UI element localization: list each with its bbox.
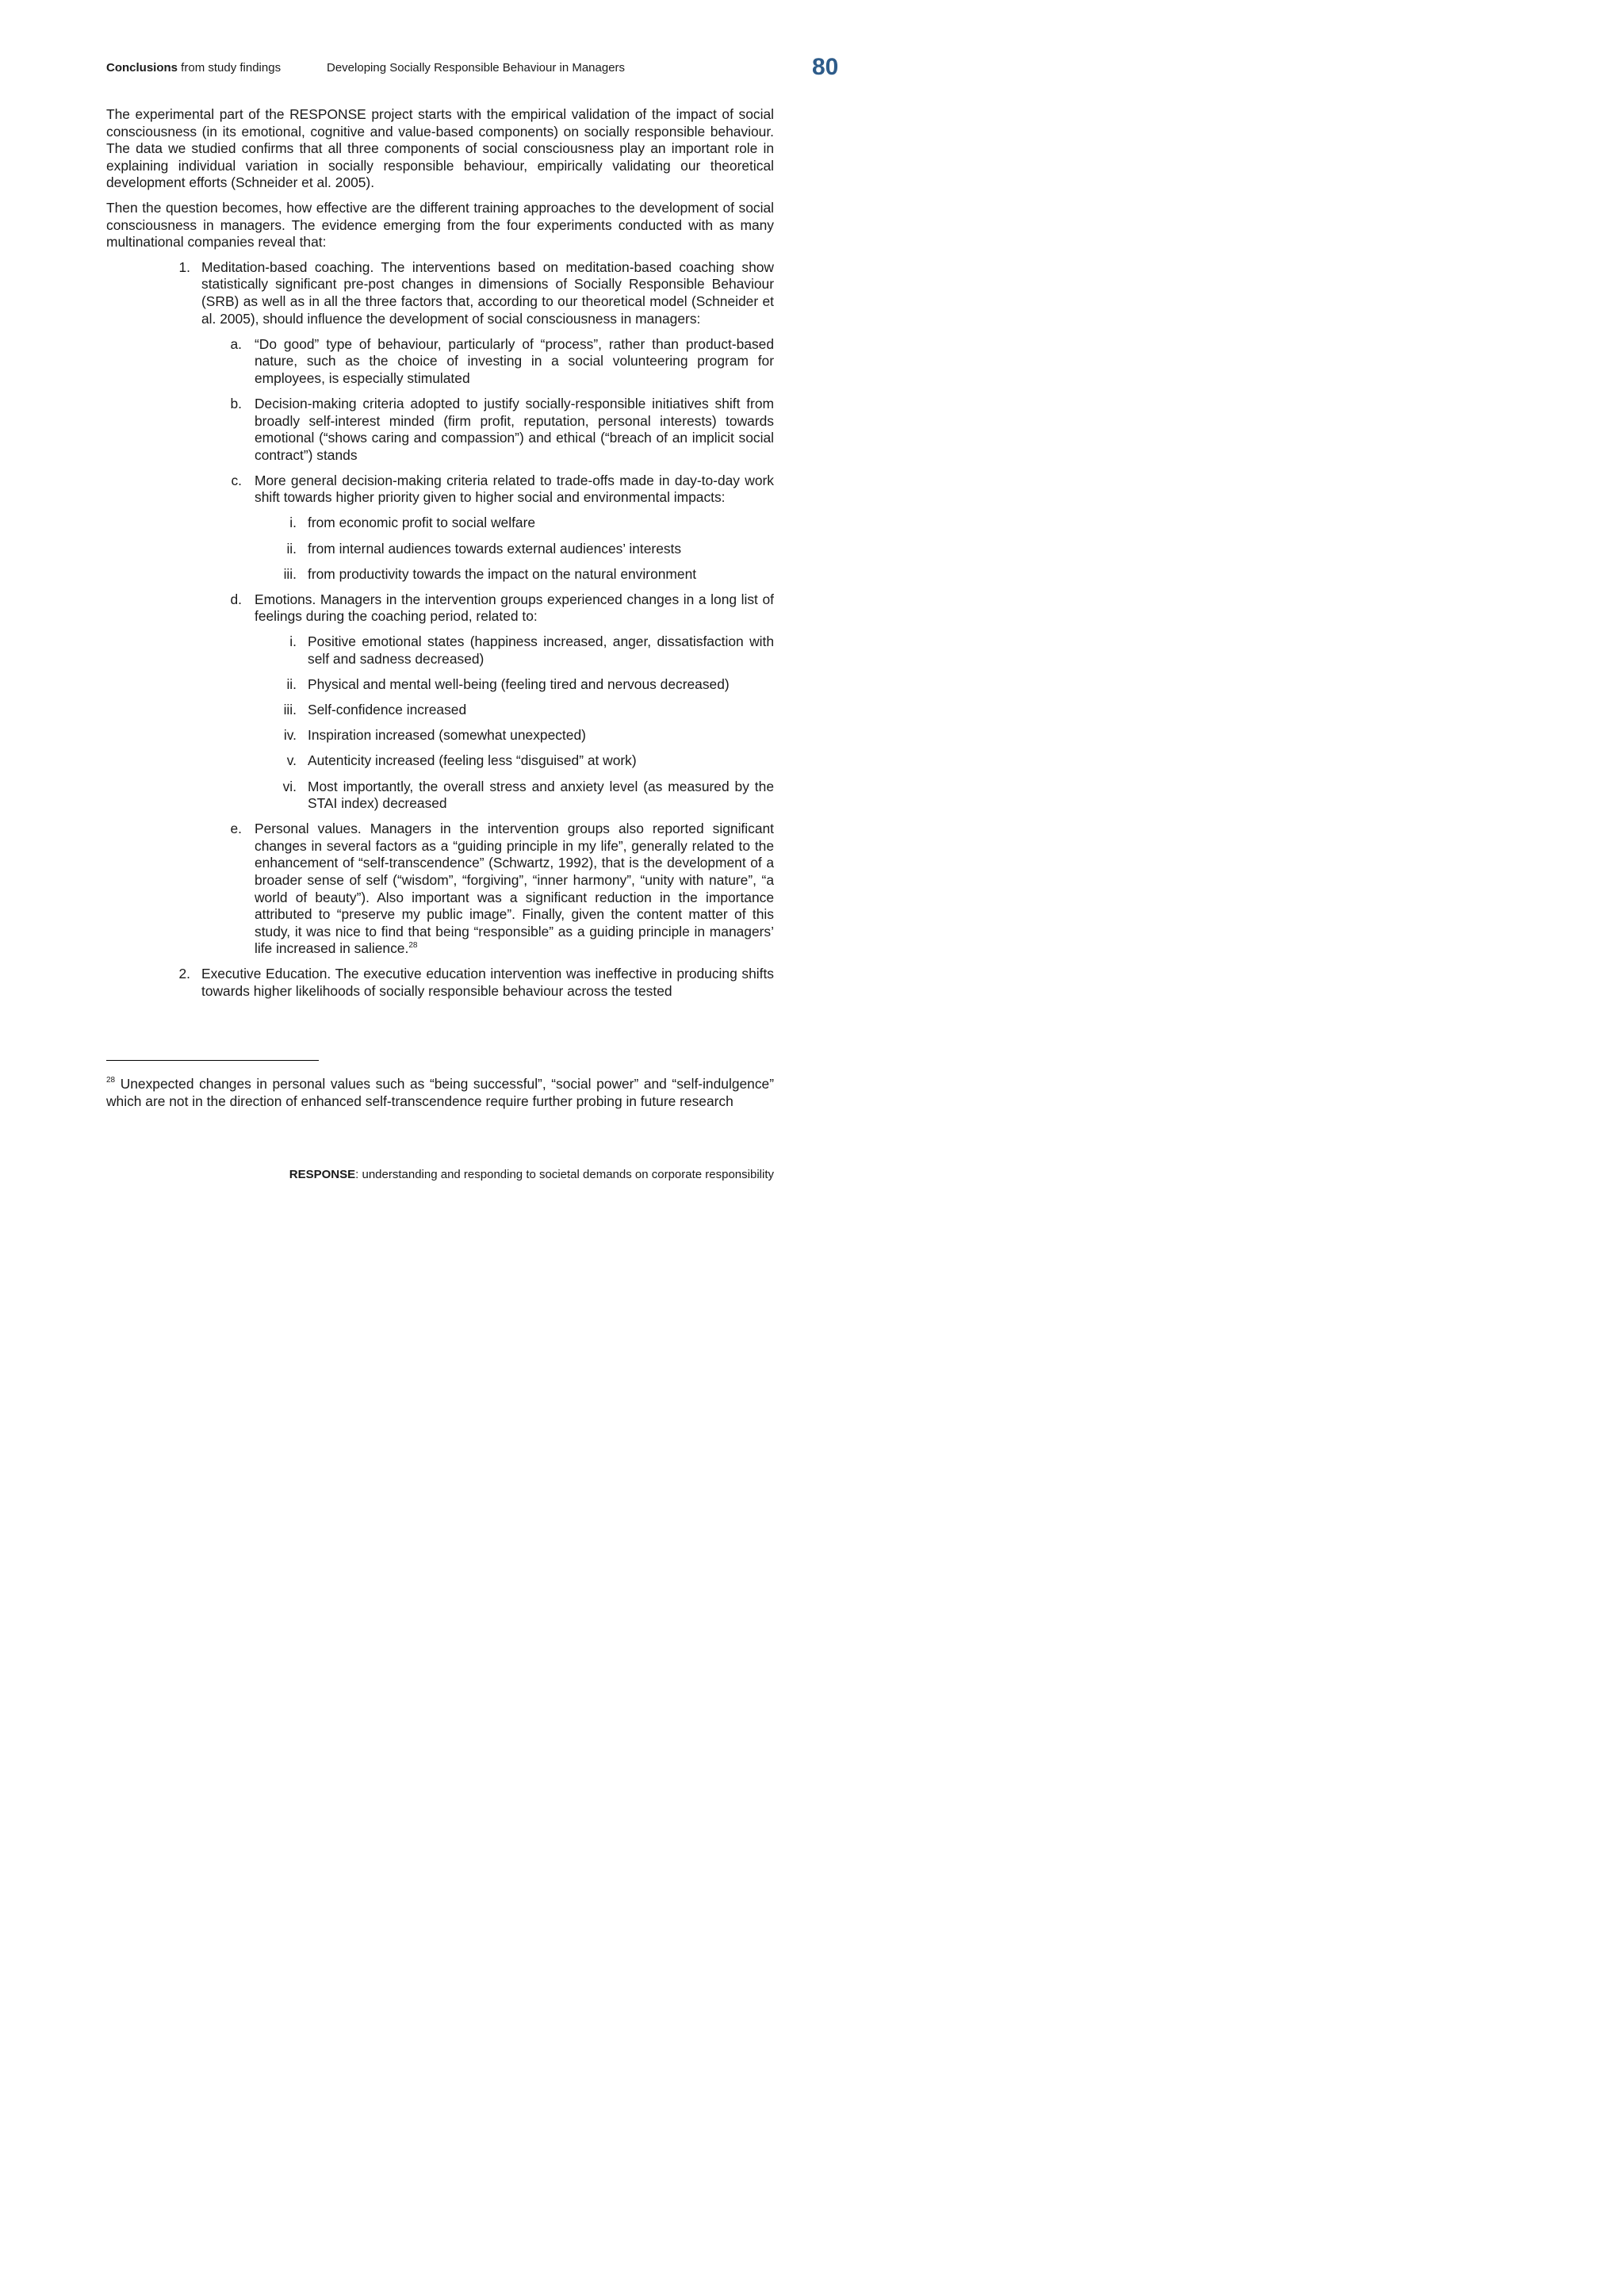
- list-item-1d-iii: [283, 702, 774, 719]
- list-item-text: Physical and mental well-being (feeling tired and nervous decreased): [308, 676, 730, 693]
- list-item-text: Autenticity increased (feeling less “disguised” at work): [308, 752, 637, 769]
- list-item-1d-iv: [283, 727, 774, 744]
- footnote: [106, 1076, 774, 1110]
- list-item-text: Inspiration increased (somewhat unexpected): [308, 727, 586, 744]
- page-number: 80: [812, 54, 839, 80]
- document-page: [0, 0, 872, 1234]
- list-marker: iii.: [283, 702, 297, 718]
- list-item-text: from economic profit to social welfare: [308, 515, 536, 531]
- footnote-divider: [106, 1060, 319, 1061]
- list-item-1d-vi: [282, 778, 774, 813]
- list-marker: iii.: [283, 565, 297, 582]
- header-title: Developing Socially Responsible Behaviour in Managers: [327, 61, 626, 75]
- list-item-1d-v: [286, 752, 774, 770]
- running-header: [106, 61, 626, 75]
- list-item-2: [178, 966, 774, 1000]
- list-item-text: Meditation-based coaching. The interventions based on meditation-based coaching show statistically significant pre-post changes in dimensions of Socially Responsible Behaviour (SRB) as well as in all the three factors that, according to our theoretical model (Schneider et al. 2005), should influence the development of social consciousness in managers:: [201, 258, 774, 327]
- list-item-text: Executive Education. The executive education intervention was ineffective in producing shifts towards higher likelihoods of socially responsible behaviour across the tested: [201, 966, 774, 1000]
- paragraph: The experimental part of the RESPONSE project starts with the empirical validation of the impact of social consciousness (in its emotional, cognitive and value-based components) on socially responsible behaviour. The data we studied confirms that all three components of social consciousness play an important role in explaining individual variation in socially responsible behaviour, empirically validating our theoretical development efforts (Schneider et al. 2005).: [106, 106, 774, 191]
- footnote-number: 28: [106, 1076, 116, 1085]
- list-item-text: from productivity towards the impact on the natural environment: [308, 565, 697, 582]
- list-item-1d-i: [289, 633, 774, 668]
- list-marker: v.: [286, 752, 297, 769]
- list-item-text: from internal audiences towards external audiences’ interests: [308, 540, 682, 557]
- list-item-text: “Do good” type of behaviour, particularly of “process”, rather than product-based nature, such as the choice of investing in a social volunteering program for employees, is especially stimulated: [255, 335, 774, 386]
- list-item-text: Most importantly, the overall stress and anxiety level (as measured by the STAI index) decreased: [308, 778, 774, 812]
- list-item-text: Decision-making criteria adopted to justify socially-responsible initiatives shift from broadly self-interest minded (firm profit, reputation, personal interests) towards emotional (“shows caring and compassion”) and ethical (“breach of an implicit social contract”) stands: [255, 395, 774, 463]
- footer-bold: RESPONSE: [289, 1168, 356, 1181]
- list-marker: ii.: [286, 676, 297, 693]
- footnote-reference[interactable]: 28: [408, 941, 418, 951]
- list-item-text: Positive emotional states (happiness increased, anger, dissatisfaction with self and sadness decreased): [308, 633, 774, 668]
- list-marker: ii.: [286, 540, 297, 557]
- list-item-1c-i: [289, 515, 774, 532]
- list-marker: 2.: [178, 966, 190, 982]
- list-item-text: More general decision-making criteria related to trade-offs made in day-to-day work shift towards higher priority given to higher social and environmental impacts:: [255, 472, 774, 506]
- header-section-bold: Conclusions: [106, 61, 178, 75]
- list-marker: iv.: [283, 727, 297, 744]
- list-item-text: Self-confidence increased: [308, 702, 467, 718]
- list-item-1d-ii: [286, 676, 774, 694]
- list-marker: d.: [230, 591, 242, 607]
- body-text: [106, 106, 774, 1008]
- header-section-rest: from study findings: [178, 61, 282, 75]
- list-item-text: Personal values. Managers in the intervention groups also reported significant changes in several factors as a “guiding principle in my life”, generally related to the enhancement of “self-transcendence” (Schwartz, 1992), that is the development of a broader sense of self (“wisdom”, “forgiving”, “inner harmony”, “unity with nature”, “a world of beauty”). Also important was a significant reduction in the importance attributed to “preserve my public image”. Finally, given the content matter of this study, it was nice to find that being “responsible” as a guiding principle in managers’ life increased in salience.: [255, 821, 774, 957]
- running-footer: [289, 1168, 774, 1181]
- list-item-1a: [230, 335, 774, 388]
- list-marker: i.: [289, 633, 297, 650]
- list-item-1e: [230, 821, 774, 958]
- list-item-1c-iii: [283, 565, 774, 584]
- list-item-1: [178, 258, 774, 327]
- list-marker: 1.: [178, 258, 190, 275]
- list-item-text: Emotions. Managers in the intervention groups experienced changes in a long list of feelings during the coaching period, related to:: [255, 591, 774, 625]
- list-item-1b: [230, 395, 774, 464]
- list-item-1c-ii: [286, 540, 774, 558]
- list-marker: vi.: [282, 778, 297, 794]
- list-marker: i.: [289, 515, 297, 531]
- list-item-1c: [231, 472, 774, 507]
- paragraph: Then the question becomes, how effective are the different training approaches to the development of social consciousness in managers. The evidence emerging from the four experiments conducted with as many multinational companies reveal that:: [106, 199, 774, 251]
- footnote-text: Unexpected changes in personal values such as “being successful”, “social power” and “self-indulgence” which are not in the direction of enhanced self-transcendence require further probing in future research: [106, 1076, 774, 1109]
- list-marker: a.: [230, 335, 242, 352]
- footer-text: : understanding and responding to societal demands on corporate responsibility: [355, 1168, 774, 1181]
- list-marker: b.: [230, 395, 242, 411]
- list-item-1d: [230, 591, 774, 626]
- list-marker: e.: [230, 821, 242, 837]
- list-marker: c.: [231, 472, 242, 488]
